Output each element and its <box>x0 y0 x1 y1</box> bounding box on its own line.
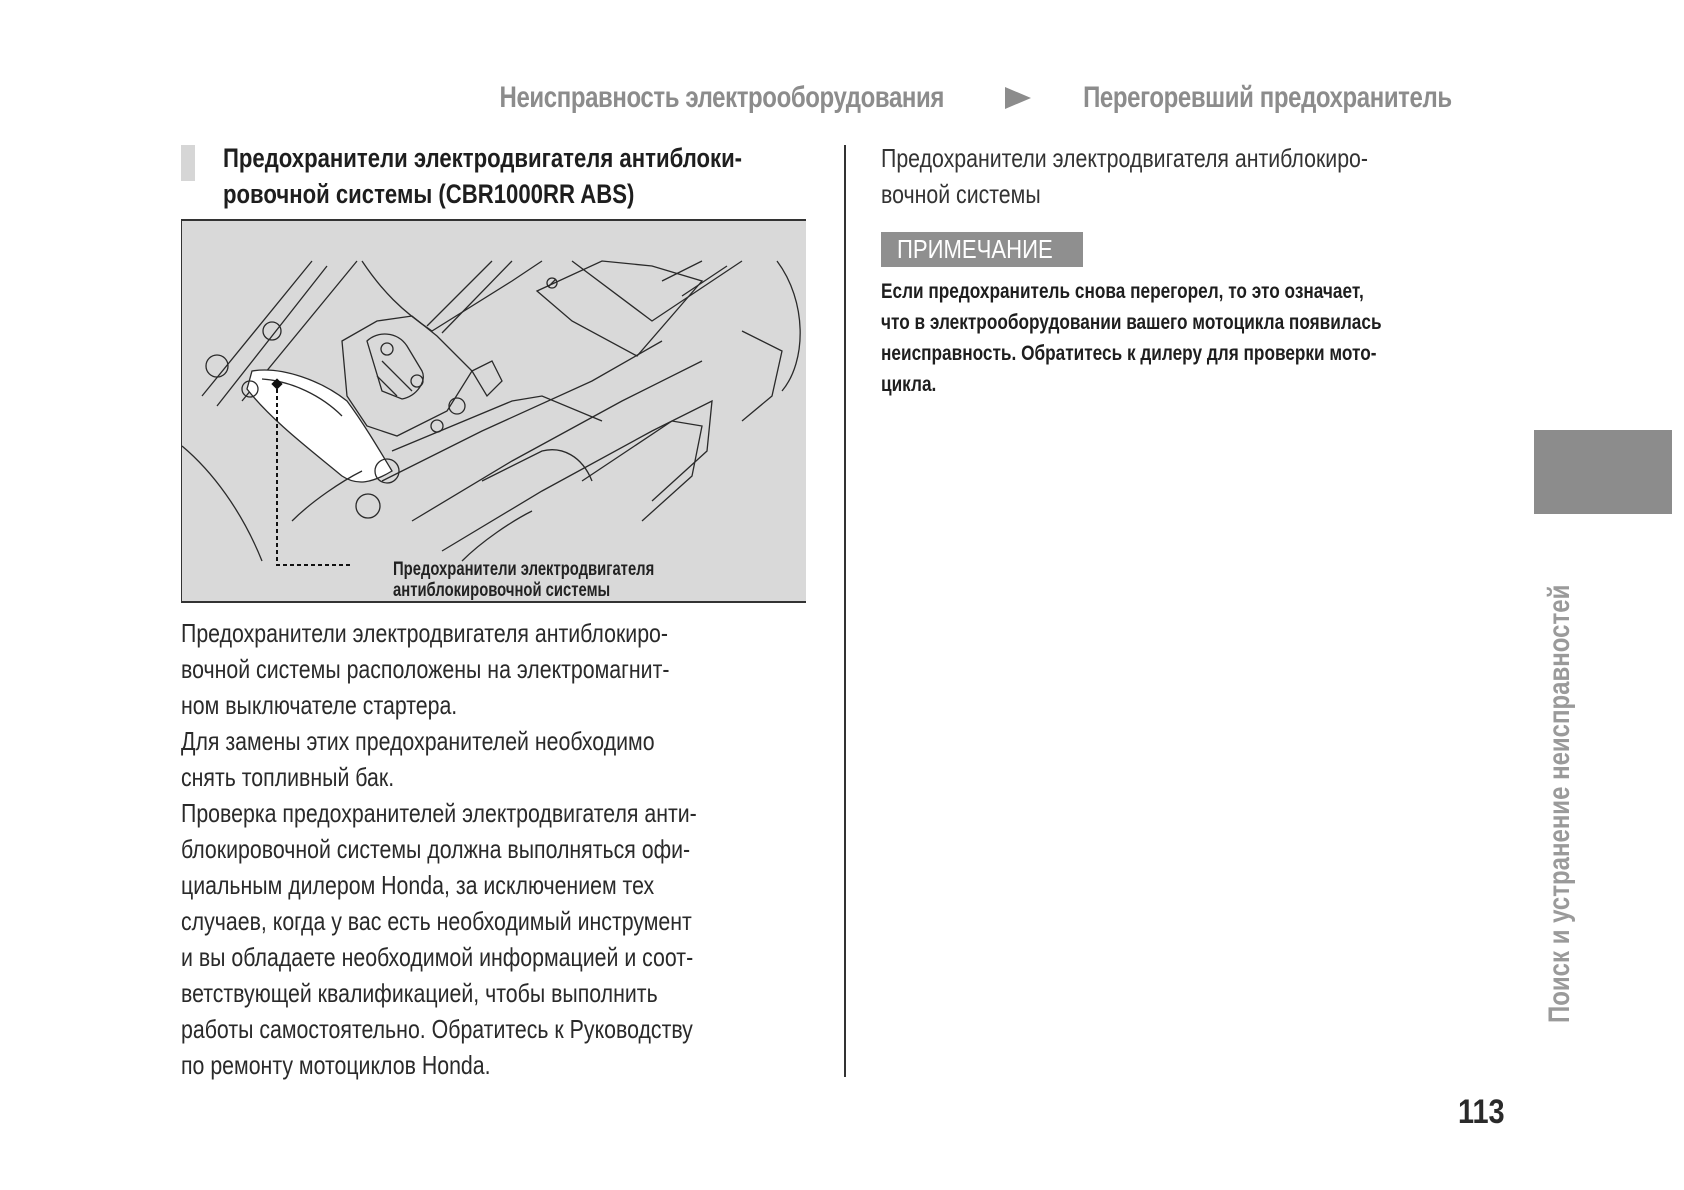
running-header <box>444 78 1498 118</box>
section-marker-bar <box>181 145 195 181</box>
title-line: вочной системы <box>881 179 1041 209</box>
note-text <box>881 276 1521 400</box>
right-column-title <box>881 140 1521 212</box>
page-number <box>1458 1093 1513 1132</box>
body-line: циальным дилером Honda, за исключением тех <box>181 870 655 900</box>
chapter-tab-label-text: Поиск и устранение неисправностей <box>1543 584 1576 1023</box>
body-line: ветствующей квалификацией, чтобы выполнить <box>181 978 658 1008</box>
note-line: Если предохранитель снова перегорел, то это означает, <box>881 280 1364 303</box>
body-line: ном выключателе стартера. <box>181 690 458 720</box>
header-subsection-title: Перегоревший предохранитель <box>1083 81 1452 114</box>
page-number-text: 113 <box>1458 1093 1505 1131</box>
body-line: снять топливный бак. <box>181 762 395 792</box>
note-line: неисправность. Обратитесь к дилеру для проверки мото- <box>881 342 1377 365</box>
chapter-tab <box>1534 430 1672 514</box>
figure-callout-label <box>393 559 728 601</box>
chapter-tab-label <box>1540 533 1580 1023</box>
body-line: случаев, когда у вас есть необходимый инструмент <box>181 906 692 936</box>
triangle-right-icon <box>1005 87 1031 109</box>
note-line: что в электрооборудовании вашего мотоцикла появилась <box>881 311 1382 334</box>
heading-line: Предохранители электродвигателя антиблоки- <box>223 143 743 173</box>
heading-line: ровочной системы (CBR1000RR ABS) <box>223 179 635 209</box>
callout-line: Предохранители электродвигателя <box>393 559 655 580</box>
section-heading <box>223 140 843 212</box>
note-badge-text: ПРИМЕЧАНИЕ <box>897 234 1053 264</box>
column-divider <box>844 145 846 1077</box>
body-line: Предохранители электродвигателя антиблокиро- <box>181 618 669 648</box>
body-paragraphs <box>181 615 821 1083</box>
abs-fuse-location-figure <box>181 219 806 603</box>
body-line: блокировочной системы должна выполняться офи- <box>181 834 691 864</box>
body-line: Проверка предохранителей электродвигателя анти- <box>181 798 697 828</box>
body-line: по ремонту мотоциклов Honda. <box>181 1050 491 1080</box>
body-line: работы самостоятельно. Обратитесь к Руководству <box>181 1014 693 1044</box>
callout-line: антиблокировочной системы <box>393 580 611 601</box>
title-line: Предохранители электродвигателя антиблокиро- <box>881 143 1369 173</box>
body-line: и вы обладаете необходимой информацией и соот- <box>181 942 694 972</box>
header-section-title: Неисправность электрооборудования <box>499 81 944 114</box>
note-line: цикла. <box>881 373 937 396</box>
body-line: Для замены этих предохранителей необходимо <box>181 726 655 756</box>
callout-leader-line <box>182 221 806 603</box>
body-line: вочной системы расположены на электромагнит- <box>181 654 670 684</box>
note-badge <box>881 232 1083 267</box>
